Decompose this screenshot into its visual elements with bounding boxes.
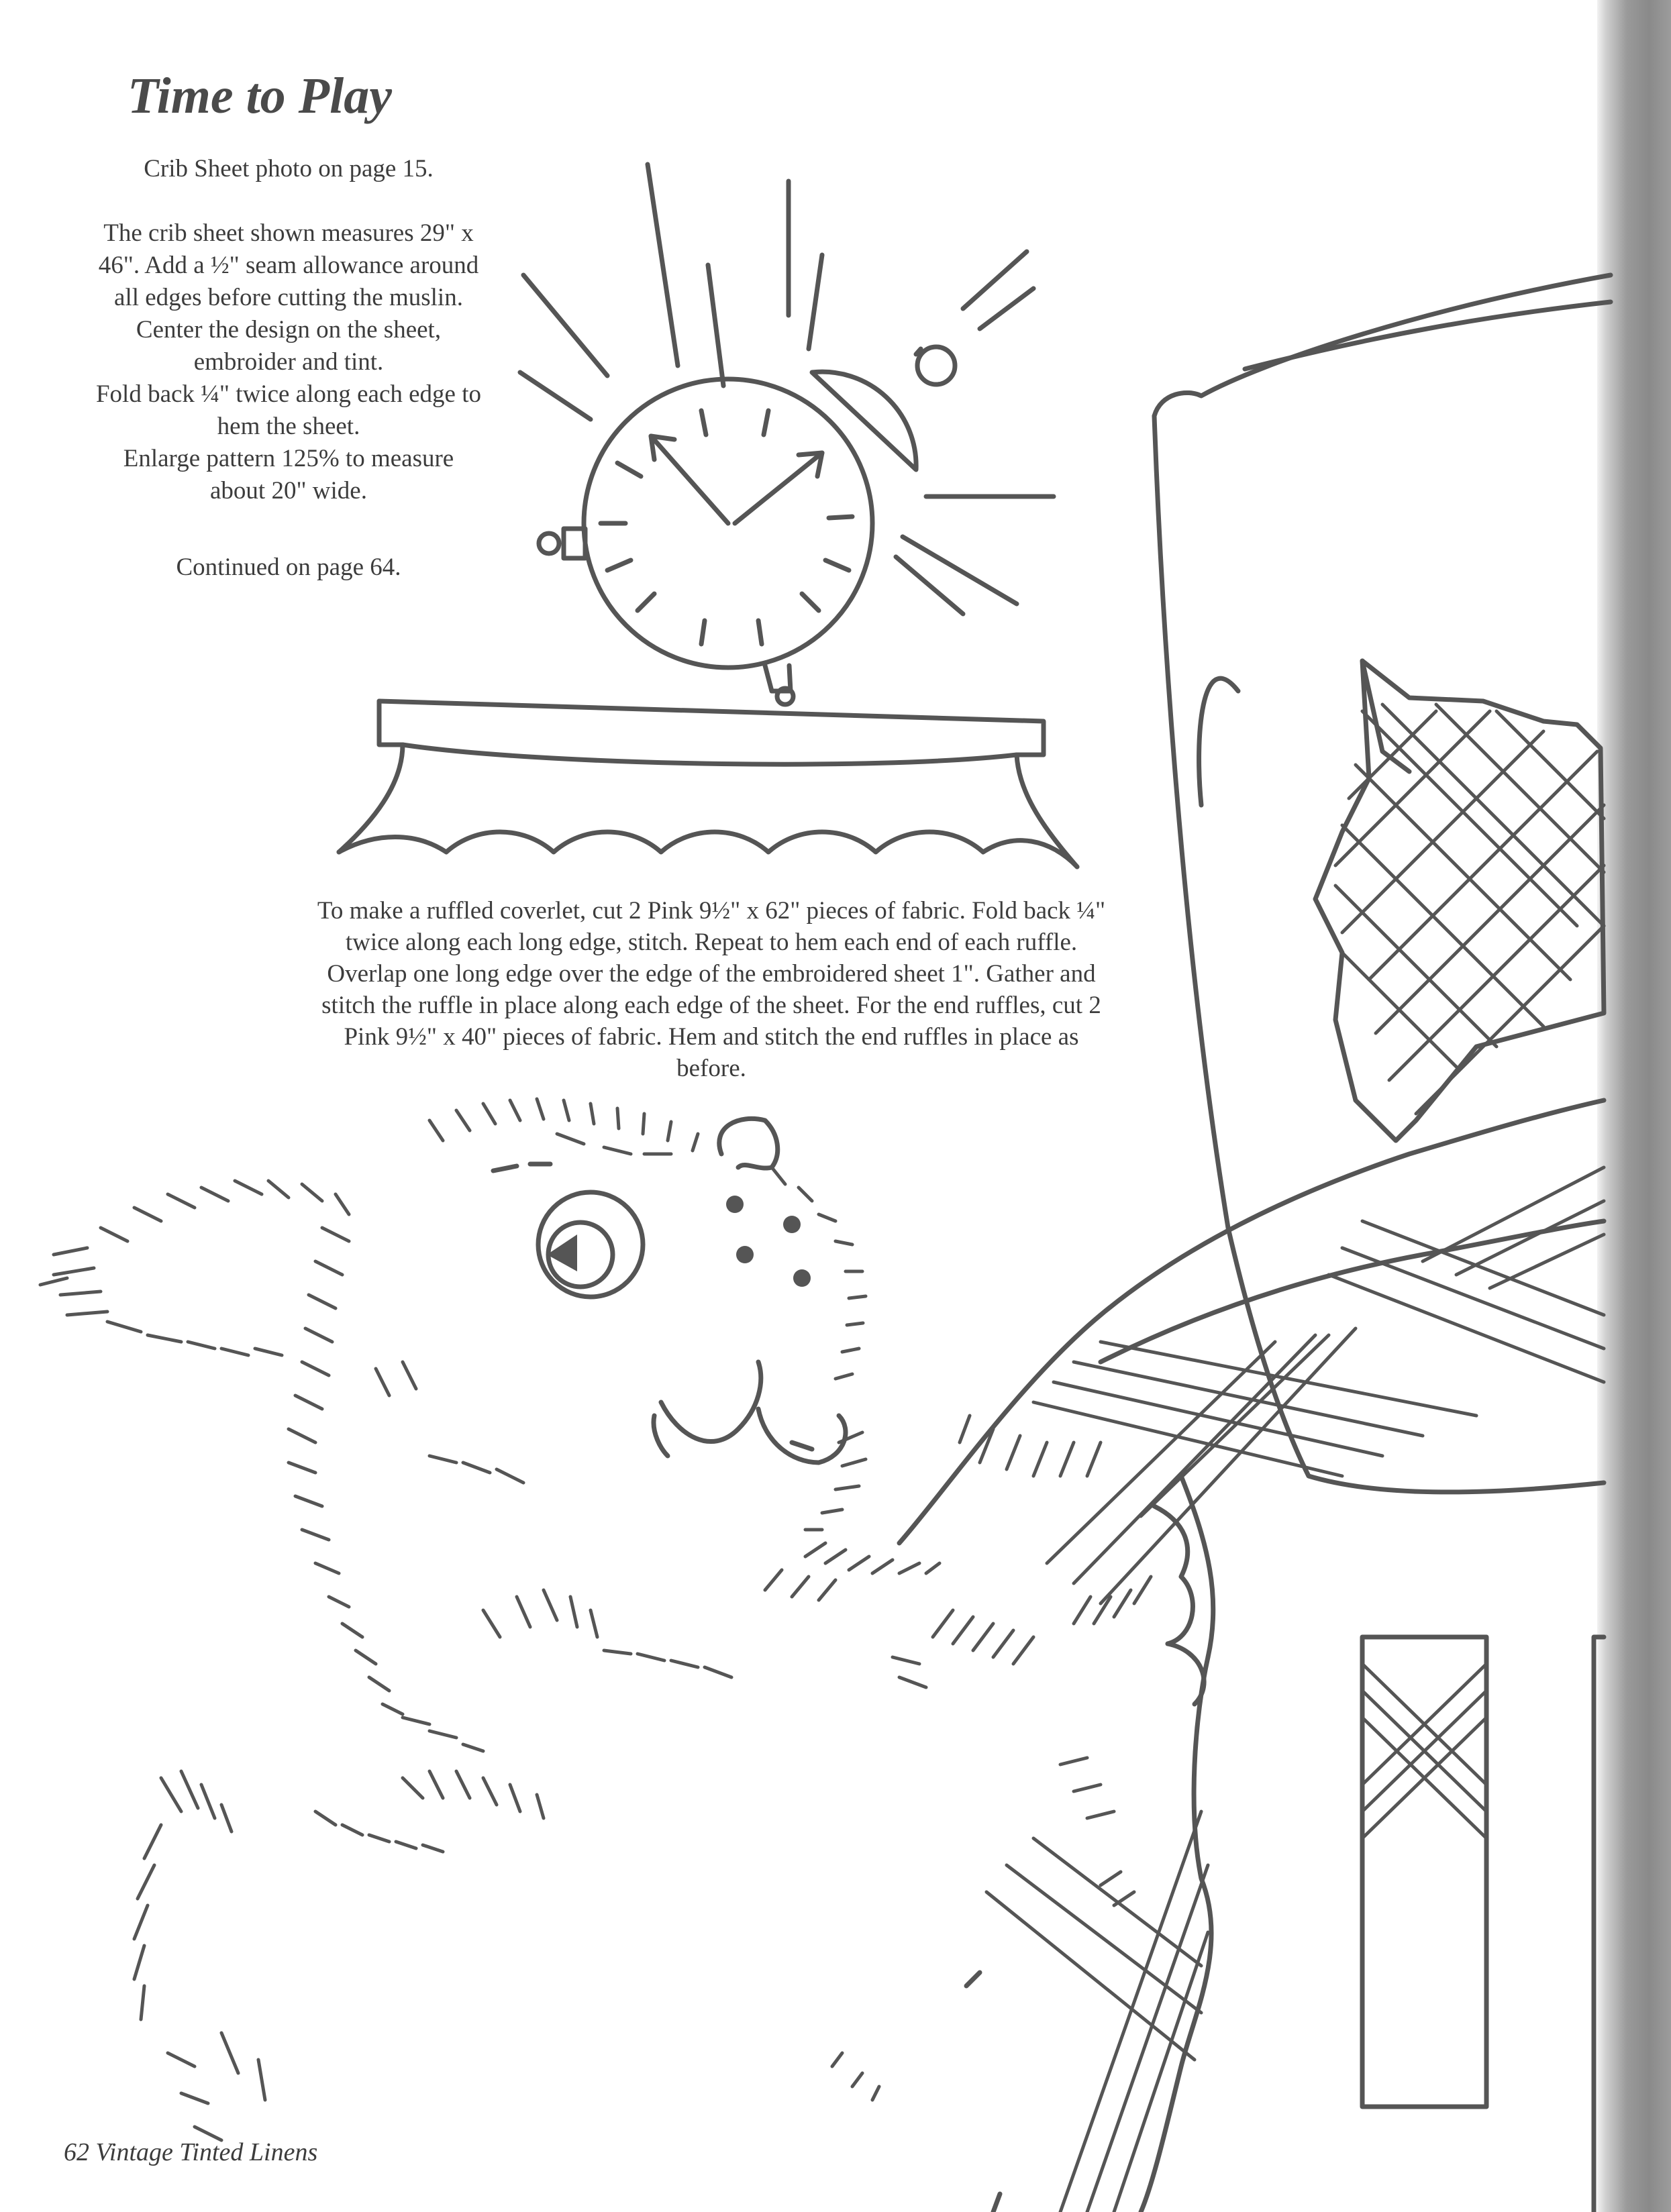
instruction-sheet-size: The crib sheet shown measures 29" x 46". Add a ½" seam allowance around all edges before cutting the muslin.: [98, 219, 479, 311]
photo-reference: Crib Sheet photo on page 15.: [144, 155, 434, 182]
alarm-clock-icon: [520, 164, 1054, 704]
instruction-center-design: Center the design on the sheet, embroider and tint.: [136, 316, 442, 376]
plaid-cushion-icon: [1315, 661, 1604, 1141]
instruction-enlarge: Enlarge pattern 125% to measure about 20" wide.: [123, 445, 454, 505]
ruffle-instructions: To make a ruffled coverlet, cut 2 Pink 9½" x 62" pieces of fabric. Fold back ¼" twice along each long edge, stitch. Repeat to hem each end of each ruffle. Overlap one long edge over the edge of the embroidered sheet 1". Gather and stitch the ruffle in place along each edge of the sheet. For the end ruffles, cut 2 Pink 9½" x 40" pieces of fabric. Hem and stitch the end ruffles in place as before.: [317, 897, 1106, 1082]
continued-note: Continued on page 64.: [176, 554, 401, 581]
instruction-hem: Fold back ¼" twice along each edge to hem the sheet.: [95, 380, 482, 440]
page-footer: 62 Vintage Tinted Linens: [64, 2138, 318, 2166]
puppy-icon: [40, 1099, 1204, 2140]
page-title: Time to Play: [128, 68, 392, 124]
shelf-icon: [339, 701, 1077, 867]
plaid-chair-icon: [899, 1100, 1604, 2212]
